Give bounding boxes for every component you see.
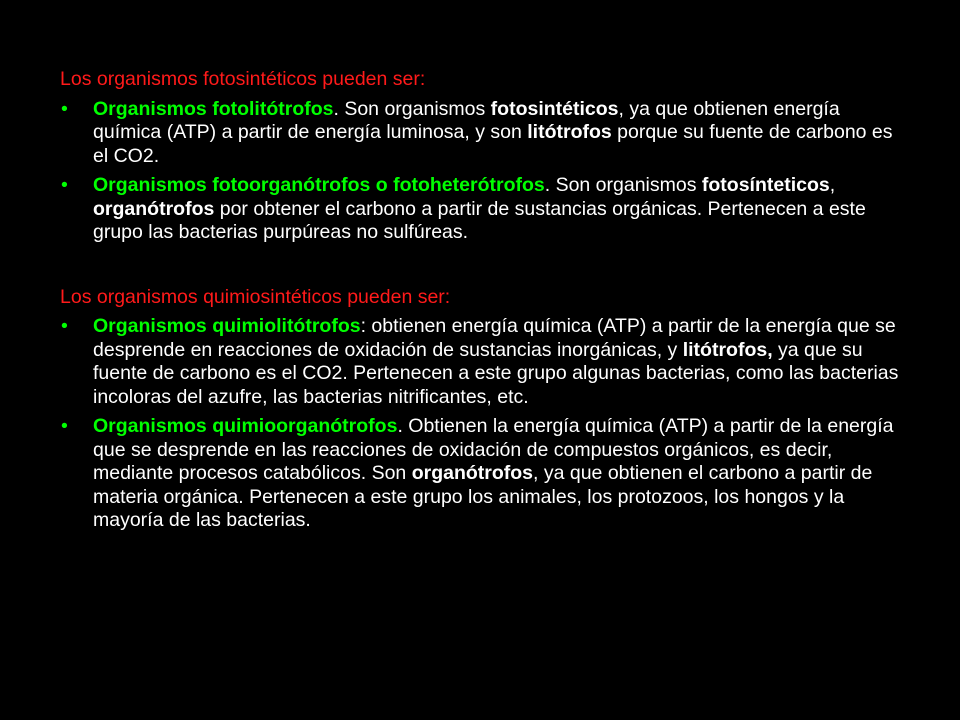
item-text: . Son organismos (333, 97, 491, 120)
term-label: Organismos quimioorganótrofos (93, 415, 398, 437)
bullet-icon: • (61, 315, 68, 337)
item-text: : obtienen energía química (ATP) a partir de la energía que se desprende en reacciones de oxidación de sustancias inorgánicas, y (93, 315, 896, 361)
item-text: , ya que obtienen energía química (ATP) a partir de energía luminosa, y son (93, 97, 840, 143)
item-bold-text: litótrofos (527, 121, 612, 143)
section-heading: Los organismos fotosintéticos pueden ser: (60, 68, 426, 90)
item-text: porque su fuente de carbono es el CO2. (93, 121, 893, 167)
list-item (60, 174, 910, 245)
bullet-list (60, 315, 910, 533)
bullet-list (60, 98, 910, 245)
item-text: . Obtienen la energía química (ATP) a partir de la energía que se desprende en las reacciones de oxidación de compuestos orgánicos, es decir, mediante procesos catabólicos. Son (93, 415, 894, 484)
item-bold-text: organótrofos (411, 462, 534, 484)
section-heading: Los organismos quimiosintéticos pueden ser: (60, 285, 451, 308)
bullet-icon: • (61, 415, 68, 437)
photosynthetic-section (60, 68, 910, 245)
list-item (60, 315, 910, 409)
term-label: Organismos fotoorganótrofos o fotoheterótrofos (93, 174, 545, 196)
item-text: , (829, 174, 836, 196)
bullet-icon: • (61, 174, 68, 196)
item-bold-text: fotosintéticos (490, 97, 619, 120)
slide-content (60, 68, 910, 539)
term-label: Organismos quimiolitótrofos (93, 315, 361, 337)
list-item (60, 415, 910, 533)
term-label: Organismos fotolitótrofos (93, 97, 334, 120)
item-bold-text: organótrofos (93, 197, 215, 220)
list-item (60, 98, 910, 169)
item-text: ya que su fuente de carbono es el CO2. Pertenecen a este grupo algunas bacterias, como las bacterias incoloras del azufre, las bacterias nitrificantes, etc. (93, 338, 899, 408)
item-text: . Son organismos (544, 174, 702, 196)
item-text: por obtener el carbono a partir de sustancias orgánicas. Pertenecen a este grupo las bacterias purpúreas no sulfúreas. (93, 197, 866, 243)
bullet-icon: • (61, 97, 68, 120)
item-bold-text: litótrofos, (682, 338, 773, 361)
item-bold-text: fotosínteticos (701, 174, 830, 196)
chemosynthetic-section (60, 286, 910, 533)
item-text: , ya que obtienen el carbono a partir de materia orgánica. Pertenecen a este grupo los animales, los protozoos, los hongos y la mayoría de las bacterias. (93, 462, 873, 531)
